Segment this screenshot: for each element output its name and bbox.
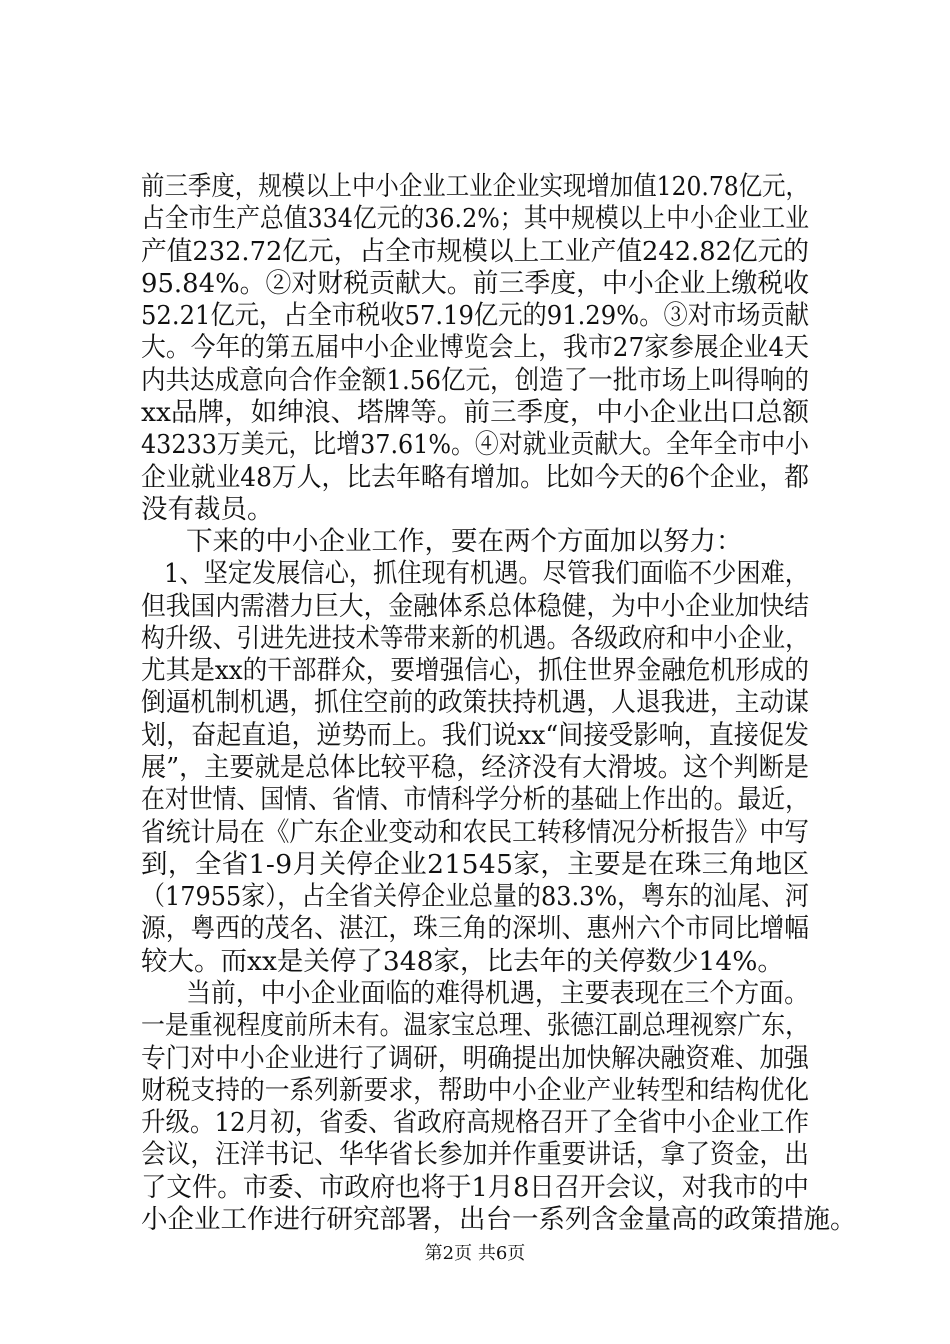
text-line: 43233万美元，比增37.61%。④对就业贡献大。全年全市中小	[141, 429, 809, 461]
text-line: 下来的中小企业工作，要在两个方面加以努力：	[186, 526, 743, 558]
text-line: 在对世情、国情、省情、市情科学分析的基础上作出的。最近，	[141, 784, 809, 816]
text-line: 构升级、引进先进技术等带来新的机遇。各级政府和中小企业，	[141, 622, 809, 654]
text-line: 省统计局在《广东企业变动和农民工转移情况分析报告》中写	[141, 816, 809, 848]
text-line: xx品牌，如绅浪、塔牌等。前三季度，中小企业出口总额	[141, 396, 810, 428]
text-line: 52.21亿元，占全市税收57.19亿元的91.29%。③对市场贡献	[141, 300, 809, 332]
text-line: 但我国内需潜力巨大，金融体系总体稳健，为中小企业加快结	[141, 590, 809, 622]
text-line: 专门对中小企业进行了调研，明确提出加快解决融资难、加强	[141, 1042, 809, 1074]
text-line: 没有裁员。	[141, 493, 274, 525]
text-line: 内共达成意向合作金额1.56亿元，创造了一批市场上叫得响的	[141, 364, 809, 396]
text-line: （17955家），占全省关停企业总量的83.3%，粤东的汕尾、河	[141, 881, 809, 913]
text-line: 企业就业48万人，比去年略有增加。比如今天的6个企业，都	[141, 461, 809, 493]
text-line: 当前，中小企业面临的难得机遇，主要表现在三个方面。	[186, 978, 809, 1009]
text-line: 大。今年的第五届中小企业博览会上，我市27家参展企业4天	[141, 332, 809, 364]
page-footer: 第2页 共6页	[424, 1243, 526, 1264]
text-line: 倒逼机制机遇，抓住空前的政策扶持机遇，人退我进，主动谋	[141, 687, 809, 719]
text-line: 了文件。市委、市政府也将于1月8日召开会议，对我市的中	[141, 1171, 809, 1203]
text-line: 95.84%。②对财税贡献大。前三季度，中小企业上缴税收	[141, 267, 809, 299]
text-line: 展”，主要就是总体比较平稳，经济没有大滑坡。这个判断是	[141, 752, 809, 784]
text-line: 1、坚定发展信心，抓住现有机遇。尽管我们面临不少困难，	[164, 558, 809, 590]
text-line: 较大。而xx是关停了348家，比去年的关停数少14%。	[141, 945, 784, 977]
text-line: 会议，汪洋书记、华华省长参加并作重要讲话，拿了资金，出	[141, 1139, 809, 1171]
text-line: 划，奋起直追，逆势而上。我们说xx“间接受影响，直接促发	[141, 719, 809, 751]
text-line: 到，全省1-9月关停企业21545家，主要是在珠三角地区	[141, 848, 810, 880]
text-line: 占全市生产总值334亿元的36.2%；其中规模以上中小企业工业	[141, 203, 809, 235]
text-line: 前三季度，规模以上中小企业工业企业实现增加值120.78亿元，	[141, 171, 809, 202]
text-line: 小企业工作进行研究部署，出台一系列含金量高的政策措施。	[141, 1203, 857, 1235]
text-line: 升级。12月初，省委、省政府高规格召开了全省中小企业工作	[141, 1107, 809, 1139]
text-line: 尤其是xx的干部群众，要增强信心，抓住世界金融危机形成的	[141, 655, 809, 687]
text-line: 源，粤西的茂名、湛江，珠三角的深圳、惠州六个市同比增幅	[141, 913, 809, 945]
text-line: 一是重视程度前所未有。温家宝总理、张德江副总理视察广东，	[141, 1010, 809, 1042]
text-line: 财税支持的一系列新要求，帮助中小企业产业转型和结构优化	[141, 1074, 809, 1106]
text-line: 产值232.72亿元，占全市规模以上工业产值242.82亿元的	[141, 235, 809, 267]
